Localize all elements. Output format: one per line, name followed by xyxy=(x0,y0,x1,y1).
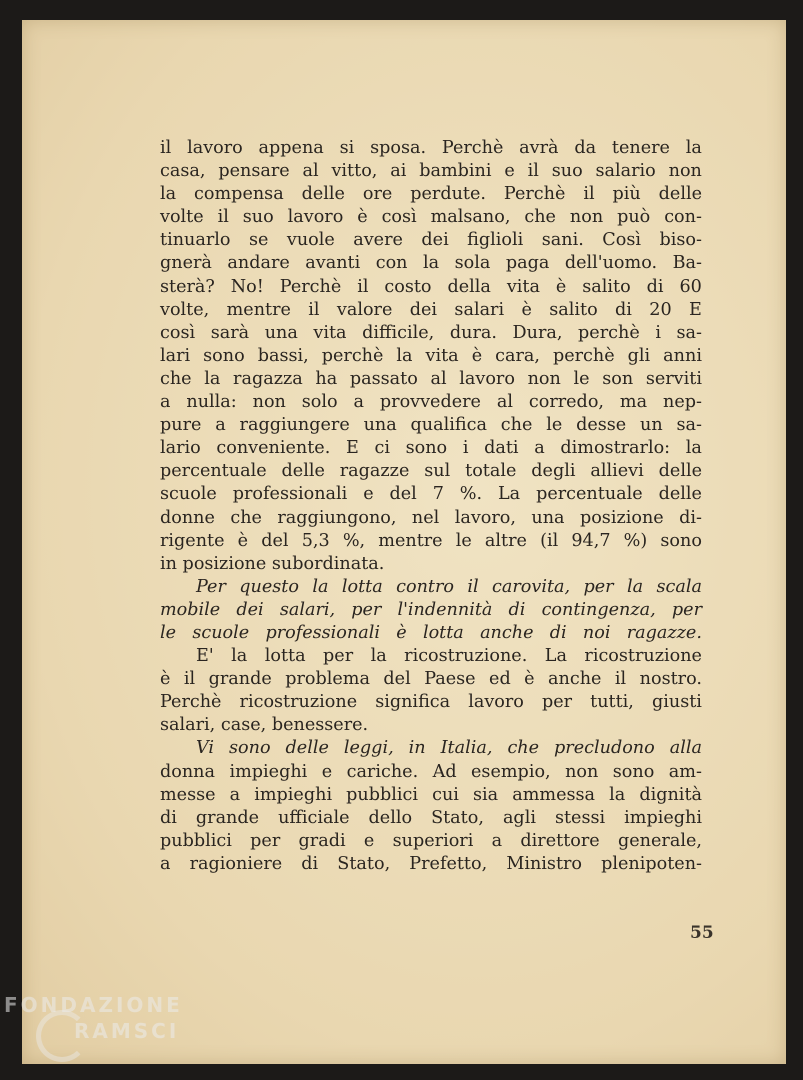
text-line: donne che raggiungono, nel lavoro, una posizione di- xyxy=(160,507,702,528)
text-line: gnerà andare avanti con la sola paga dell'uomo. Ba- xyxy=(160,253,702,274)
text-line: Per questo la lotta contro il carovita, per la scala xyxy=(196,576,702,597)
text-line: di grande ufficiale dello Stato, agli stessi impieghi xyxy=(160,807,702,828)
text-line: salari, case, benessere. xyxy=(160,715,369,736)
text-line: volte il suo lavoro è così malsano, che non può con- xyxy=(160,207,702,228)
text-line: che la ragazza ha passato al lavoro non le son serviti xyxy=(160,368,702,389)
text-line: messe a impieghi pubblici cui sia ammessa la dignità xyxy=(160,784,702,805)
text-line: rigente è del 5,3 %, mentre le altre (il 94,7 %) sono xyxy=(160,530,702,551)
text-line: casa, pensare al vitto, ai bambini e il suo salario non xyxy=(160,161,702,182)
text-line: a ragioniere di Stato, Prefetto, Ministro plenipoten- xyxy=(160,853,702,874)
text-line: pure a raggiungere una qualifica che le desse un sa- xyxy=(160,415,702,436)
text-line: così sarà una vita difficile, dura. Dura, perchè i sa- xyxy=(160,322,702,343)
watermark-line-1: FONDAZIONE xyxy=(4,993,183,1017)
text-line: il lavoro appena si sposa. Perchè avrà da tenere la xyxy=(160,138,702,158)
text-line: pubblici per gradi e superiori a direttore generale, xyxy=(160,830,702,851)
text-line: sterà? No! Perchè il costo della vita è salito di 60 xyxy=(160,276,702,297)
watermark-line-2: RAMSCI xyxy=(74,1019,180,1043)
text-line: lari sono bassi, perchè la vita è cara, perchè gli anni xyxy=(160,345,702,366)
text-line: in posizione subordinata. xyxy=(160,553,385,574)
text-line: lario conveniente. E ci sono i dati a dimostrarlo: la xyxy=(160,438,702,459)
text-line: E' la lotta per la ricostruzione. La ricostruzione xyxy=(196,646,702,667)
text-line: è il grande problema del Paese ed è anche il nostro. xyxy=(160,669,702,690)
text-line: Perchè ricostruzione significa lavoro per tutti, giusti xyxy=(160,692,702,713)
text-line: donna impieghi e cariche. Ad esempio, non sono am- xyxy=(160,761,702,782)
text-line: percentuale delle ragazze sul totale degli allievi delle xyxy=(160,461,702,482)
text-line: a nulla: non solo a provvedere al corredo, ma nep- xyxy=(160,392,702,413)
text-line: volte, mentre il valore dei salari è salito di 20 E xyxy=(160,299,702,320)
watermark-g-icon xyxy=(36,1010,88,1062)
text-line: tinuarlo se vuole avere dei figlioli sani. Così biso- xyxy=(160,230,702,251)
page-number: 55 xyxy=(690,923,714,943)
body-text xyxy=(160,137,702,876)
book-page xyxy=(22,20,786,1064)
watermark-logo xyxy=(4,992,183,1044)
text-line: Vi sono delle leggi, in Italia, che precludono alla xyxy=(196,738,702,759)
text-line: le scuole professionali è lotta anche di noi ragazze. xyxy=(160,622,702,643)
text-line: scuole professionali e del 7 %. La percentuale delle xyxy=(160,484,702,505)
text-line: mobile dei salari, per l'indennità di contingenza, per xyxy=(160,599,702,620)
text-line: la compensa delle ore perdute. Perchè il più delle xyxy=(160,184,702,205)
